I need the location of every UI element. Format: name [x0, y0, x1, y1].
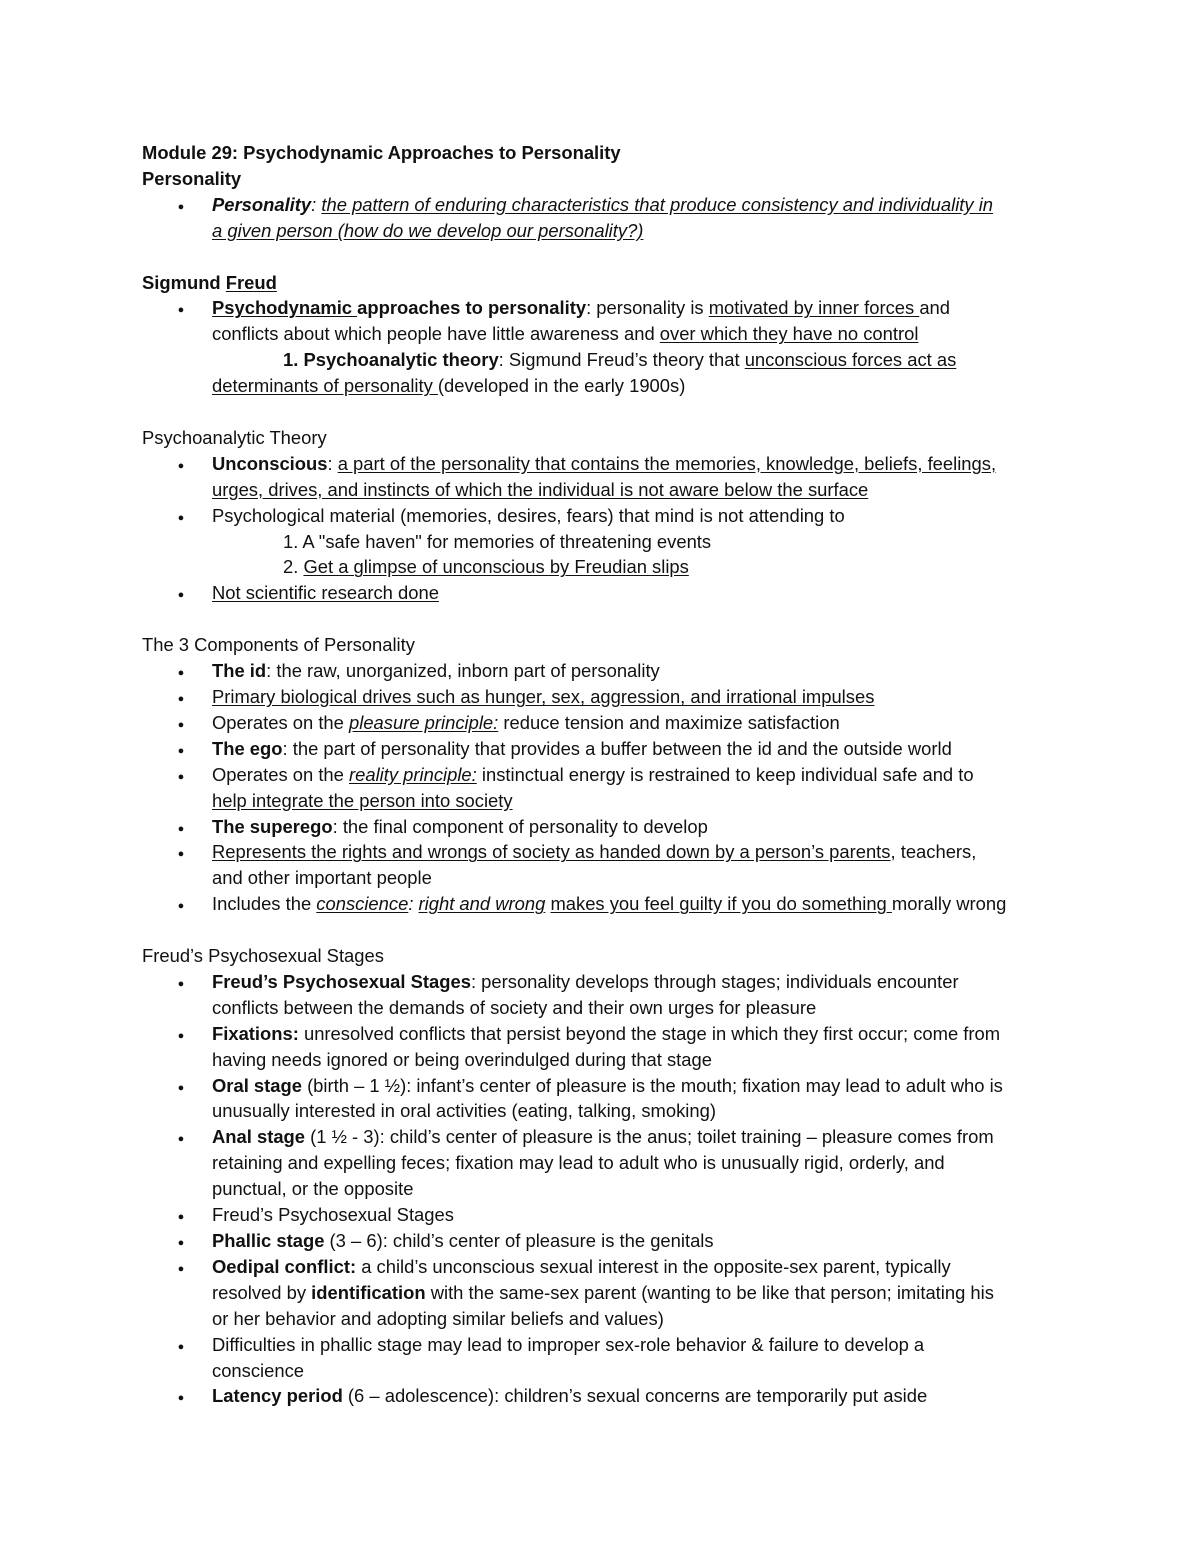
list-item: ● Freud’s Psychosexual Stages	[142, 1202, 1100, 1228]
section-heading-psychoanalytic-theory: Psychoanalytic Theory	[142, 426, 327, 448]
freud-list	[142, 295, 1100, 347]
personality-list	[142, 192, 1100, 244]
bullet-icon	[175, 1332, 187, 1362]
bullet-icon	[175, 1124, 187, 1154]
psychoanalytic-list-cont	[142, 580, 1100, 606]
list-item: ● Personality: the pattern of enduring characteristics that produce consistency and individuality in a given person (how do we develop our personality?)	[142, 192, 1100, 244]
numbered-item-continuation: determinants of personality (developed in the early 1900s)	[212, 375, 686, 397]
list-item: ● Primary biological drives such as hunger, sex, aggression, and irrational impulses	[142, 684, 1100, 710]
bullet-icon	[175, 891, 187, 921]
document-title: Module 29: Psychodynamic Approaches to Personality	[142, 142, 621, 163]
list-item: ● Oral stage (birth – 1 ½): infant’s center of pleasure is the mouth; fixation may lead to adult who is unusually interested in oral activities (eating, talking, smoking)	[142, 1073, 1100, 1125]
list-item: ● Difficulties in phallic stage may lead to improper sex-role behavior & failure to develop a conscience	[142, 1332, 1100, 1384]
list-item: ● Fixations: unresolved conflicts that persist beyond the stage in which they first occur; come from having needs ignored or being overindulged during that stage	[142, 1021, 1100, 1073]
list-item: ● Includes the conscience: right and wrong makes you feel guilty if you do something morally wrong	[142, 891, 1100, 917]
list-item: ● Operates on the reality principle: instinctual energy is restrained to keep individual safe and to help integrate the person into society	[142, 762, 1100, 814]
bullet-icon	[175, 1073, 187, 1103]
bullet-icon	[175, 762, 187, 792]
bullet-icon	[175, 580, 187, 610]
section-heading-psychosexual-stages: Freud’s Psychosexual Stages	[142, 945, 384, 967]
list-item: ● Operates on the pleasure principle: reduce tension and maximize satisfaction	[142, 710, 1100, 736]
list-item: ● Phallic stage (3 – 6): child’s center of pleasure is the genitals	[142, 1228, 1100, 1254]
list-item: ● The superego: the final component of personality to develop	[142, 814, 1100, 840]
spacer	[142, 399, 1100, 425]
list-item: ● Not scientific research done	[142, 580, 1100, 606]
components-list	[142, 658, 1100, 917]
section-heading-components: The 3 Components of Personality	[142, 634, 415, 656]
numbered-subitem: 1. A "safe haven" for memories of threatening events	[283, 530, 712, 552]
spacer	[142, 606, 1100, 632]
spacer	[142, 244, 1100, 270]
section-heading-personality: Personality	[142, 167, 242, 189]
bullet-icon	[175, 295, 187, 325]
bullet-icon	[175, 839, 187, 869]
stages-list	[142, 969, 1100, 1409]
bullet-icon	[175, 1254, 187, 1284]
bullet-icon	[175, 969, 187, 999]
bullet-icon	[175, 192, 187, 222]
list-item: ● Represents the rights and wrongs of society as handed down by a person’s parents, teachers, and other important people	[142, 839, 1100, 891]
numbered-item: 1. Psychoanalytic theory: Sigmund Freud’s theory that unconscious forces act as	[283, 349, 957, 371]
list-item: ● Anal stage (1 ½ - 3): child’s center of pleasure is the anus; toilet training – pleasure comes from retaining and expelling feces; fixation may lead to adult who is unusually rigid, orderly, and punctual, or the opposite	[142, 1124, 1100, 1202]
bullet-icon	[175, 451, 187, 481]
list-item: ● Oedipal conflict: a child’s unconscious sexual interest in the opposite-sex parent, typically resolved by identification with the same-sex parent (wanting to be like that person; imitating his or her behavior and adopting similar beliefs and values)	[142, 1254, 1100, 1332]
numbered-subitem: 2. Get a glimpse of unconscious by Freudian slips	[283, 556, 689, 578]
bullet-icon	[175, 503, 187, 533]
list-item: ● Freud’s Psychosexual Stages: personality develops through stages; individuals encounter conflicts between the demands of society and their own urges for pleasure	[142, 969, 1100, 1021]
list-item: ● The id: the raw, unorganized, inborn part of personality	[142, 658, 1100, 684]
spacer	[142, 917, 1100, 943]
bullet-icon	[175, 1021, 187, 1051]
psychoanalytic-list	[142, 451, 1100, 529]
list-item: ● Unconscious: a part of the personality that contains the memories, knowledge, beliefs, feelings, urges, drives, and instincts of which the individual is not aware below the surface	[142, 451, 1100, 503]
section-heading-freud: Sigmund Freud	[142, 271, 277, 293]
bullet-icon	[175, 1383, 187, 1413]
list-item: ● Psychological material (memories, desires, fears) that mind is not attending to	[142, 503, 1100, 529]
list-item: ● Latency period (6 – adolescence): children’s sexual concerns are temporarily put aside	[142, 1383, 1100, 1409]
list-item: ● The ego: the part of personality that provides a buffer between the id and the outside world	[142, 736, 1100, 762]
list-item: ● Psychodynamic approaches to personality: personality is motivated by inner forces and conflicts about which people have little awareness and over which they have no control	[142, 295, 1100, 347]
